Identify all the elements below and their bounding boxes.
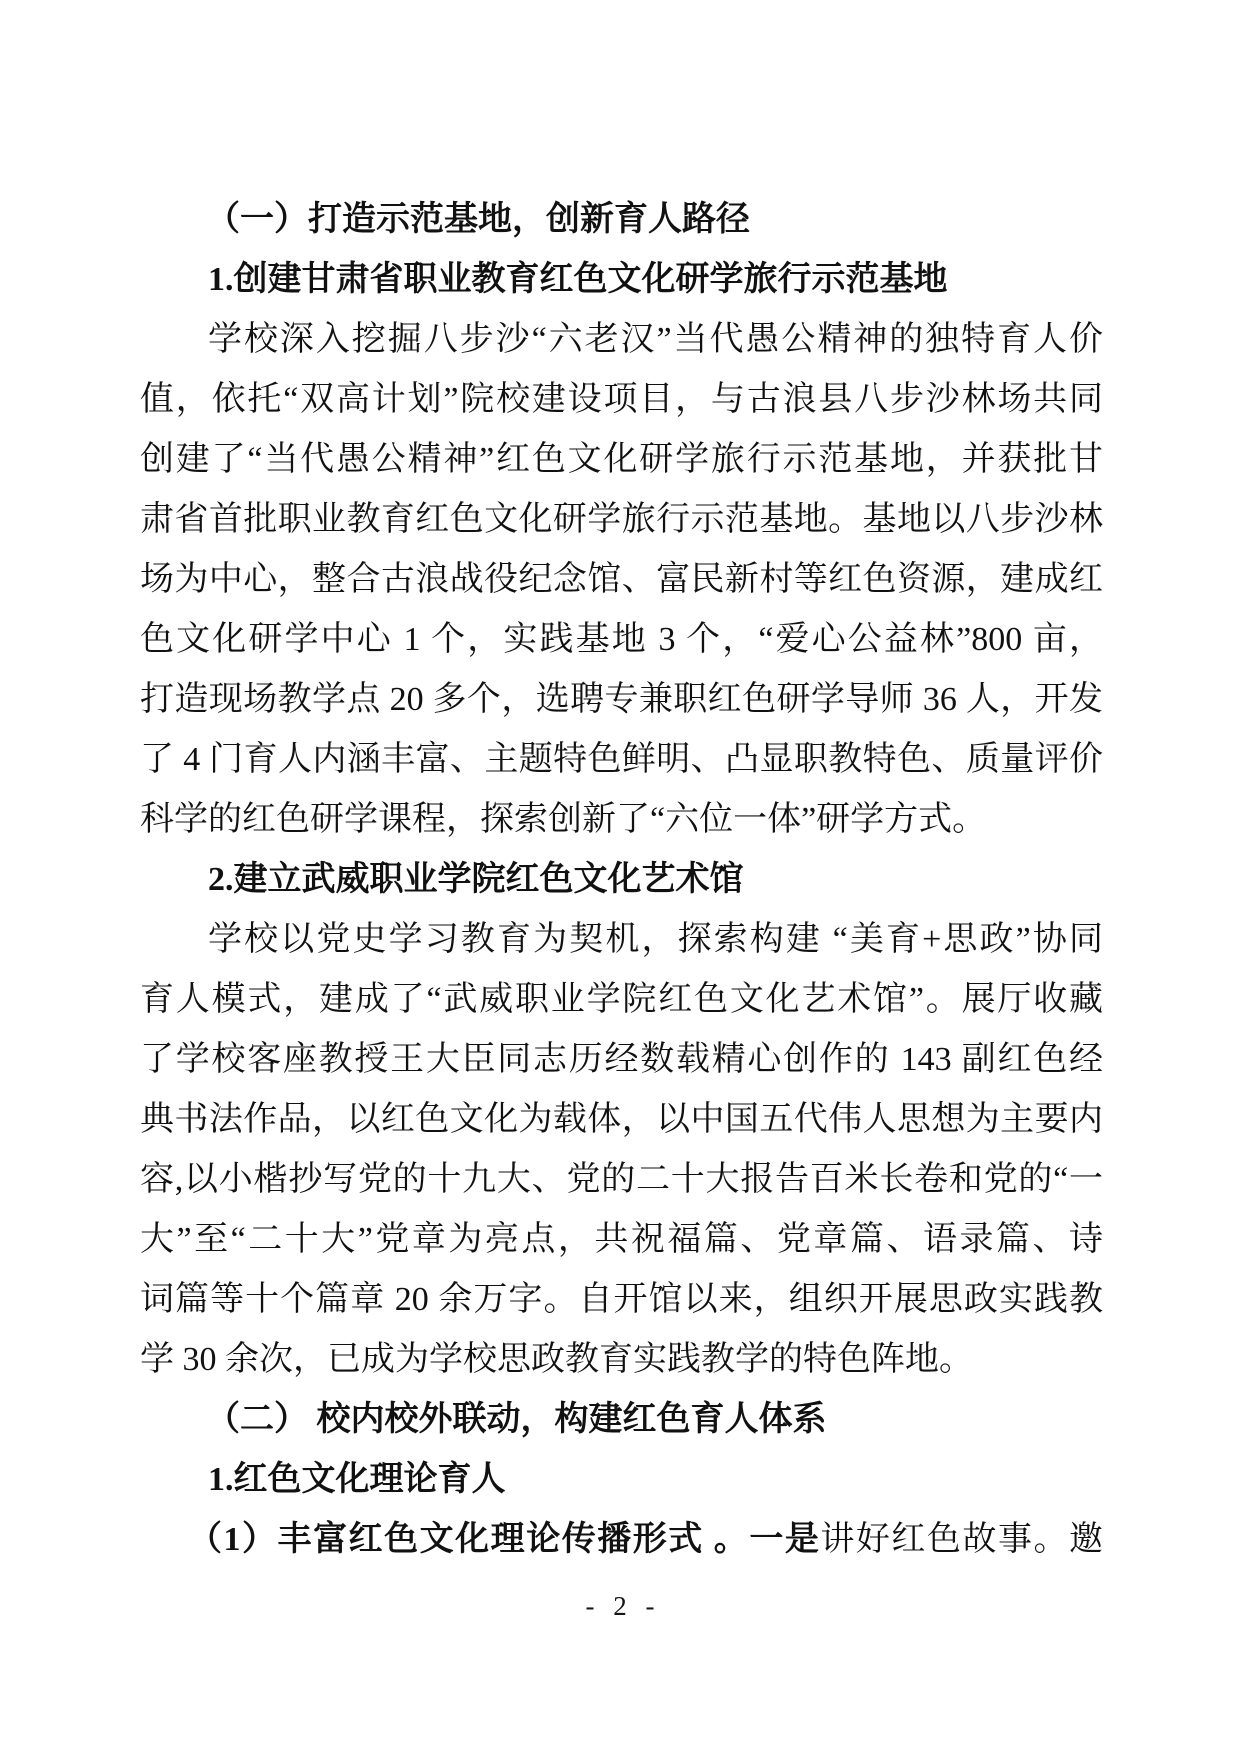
body-line: 场为中心，整合古浪战役纪念馆、富民新村等红色资源，建成红 [140, 561, 1103, 598]
text-run: （1）丰富红色文化理论传播形式 。一是 [188, 1521, 821, 1558]
body-line: 大”至“二十大”党章为亮点，共祝福篇、党章篇、语录篇、诗 [140, 1221, 1103, 1258]
body-line: 了学校客座教授王大臣同志历经数载精心创作的 143 副红色经 [140, 1041, 1103, 1078]
sub-heading: 1.创建甘肃省职业教育红色文化研学旅行示范基地 [208, 261, 948, 298]
body-line: 肃省首批职业教育红色文化研学旅行示范基地。基地以八步沙林 [140, 501, 1103, 538]
body-line: 科学的红色研学课程，探索创新了“六位一体”研学方式。 [140, 801, 987, 838]
body-line: 值，依托“双高计划”院校建设项目，与古浪县八步沙林场共同 [140, 381, 1103, 418]
body-line: 打造现场教学点 20 多个，选聘专兼职红色研学导师 36 人，开发 [140, 681, 1103, 718]
page-number: - 2 - [585, 1591, 655, 1621]
body-line [140, 1510, 1103, 1570]
body-line: 了 4 门育人内涵丰富、主题特色鲜明、凸显职教特色、质量评价 [140, 741, 1103, 778]
document-body [140, 190, 1103, 1570]
sub-heading: 1.红色文化理论育人 [208, 1461, 506, 1498]
body-line: 育人模式，建成了“武威职业学院红色文化艺术馆”。展厅收藏 [140, 981, 1103, 1018]
body-line: 学校以党史学习教育为契机，探索构建 “美育+思政”协同 [208, 921, 1103, 958]
section-heading: （一）打造示范基地，创新育人路径 [206, 201, 750, 238]
body-line: 典书法作品，以红色文化为载体，以中国五代伟人思想为主要内 [140, 1101, 1103, 1138]
sub-heading: 2.建立武威职业学院红色文化艺术馆 [208, 861, 744, 898]
paragraph [140, 310, 1103, 850]
body-line: 学校深入挖掘八步沙“六老汉”当代愚公精神的独特育人价 [208, 321, 1103, 358]
body-line: 词篇等十个篇章 20 余万字。自开馆以来，组织开展思政实践教 [140, 1281, 1103, 1318]
paragraph [140, 910, 1103, 1390]
body-line: 创建了“当代愚公精神”红色文化研学旅行示范基地，并获批甘 [140, 441, 1103, 478]
body-line: 色文化研学中心 1 个，实践基地 3 个，“爱心公益林”800 亩， [140, 621, 1103, 658]
paragraph [140, 1510, 1103, 1570]
body-line: 学 30 余次，已成为学校思政教育实践教学的特色阵地。 [140, 1341, 973, 1378]
text-run: 讲好红色故事。邀 [820, 1521, 1103, 1558]
body-line: 容,以小楷抄写党的十九大、党的二十大报告百米长卷和党的“一 [140, 1161, 1103, 1198]
section-heading: （二） 校内校外联动，构建红色育人体系 [206, 1401, 827, 1438]
